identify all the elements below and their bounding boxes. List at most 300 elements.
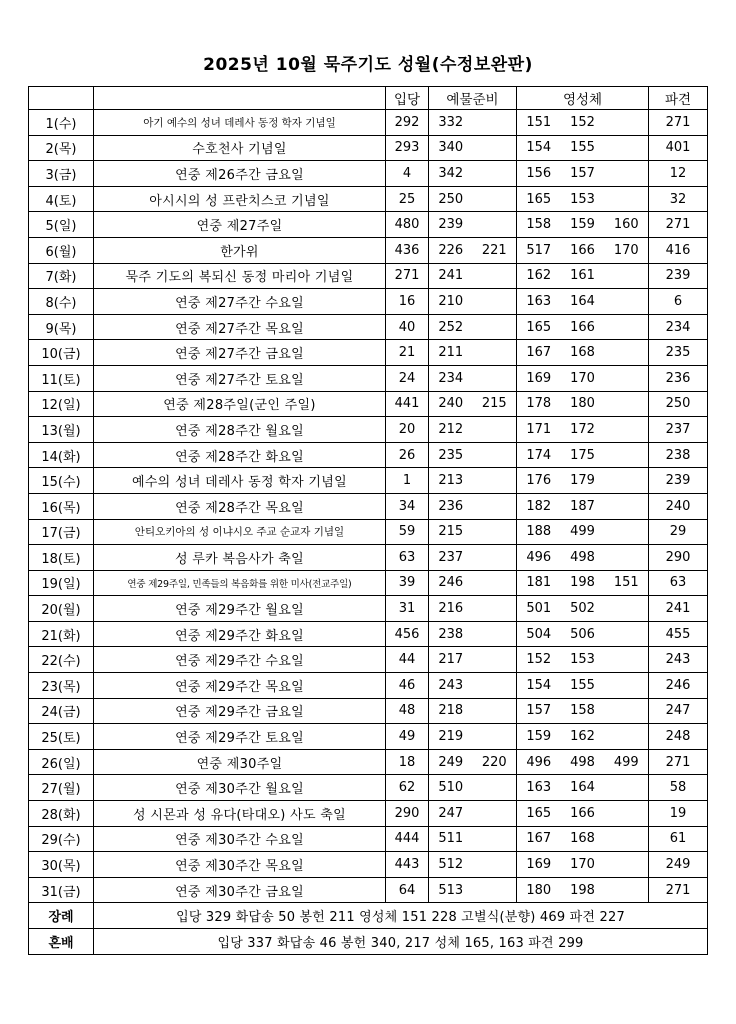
occasion-cell: 연중 제27주간 수요일	[94, 289, 386, 315]
communion-hymn-3-cell	[605, 186, 649, 212]
communion-hymn-2-cell: 162	[561, 724, 605, 750]
entrance-hymn-cell: 16	[386, 289, 429, 315]
entrance-hymn-cell: 48	[386, 698, 429, 724]
special-rite-row	[29, 903, 708, 929]
entrance-hymn-cell: 443	[386, 852, 429, 878]
date-cell: 7(화)	[29, 263, 94, 289]
communion-hymn-3-cell	[605, 621, 649, 647]
date-cell: 26(일)	[29, 749, 94, 775]
communion-hymn-3-cell	[605, 493, 649, 519]
communion-hymn-1-cell: 501	[517, 596, 561, 622]
communion-hymn-2-cell: 166	[561, 801, 605, 827]
offertory-hymn-1-cell: 252	[429, 314, 473, 340]
offertory-hymn-1-cell: 210	[429, 289, 473, 315]
entrance-hymn-cell: 18	[386, 749, 429, 775]
communion-hymn-3-cell	[605, 263, 649, 289]
occasion-cell: 연중 제29주간 화요일	[94, 621, 386, 647]
dismissal-hymn-cell: 237	[649, 417, 708, 443]
communion-hymn-1-cell: 171	[517, 417, 561, 443]
communion-hymn-3-cell	[605, 647, 649, 673]
dismissal-hymn-cell: 239	[649, 468, 708, 494]
dismissal-hymn-cell: 236	[649, 365, 708, 391]
entrance-hymn-cell: 59	[386, 519, 429, 545]
occasion-cell: 연중 제28주일(군인 주일)	[94, 391, 386, 417]
dismissal-hymn-cell: 248	[649, 724, 708, 750]
occasion-cell: 연중 제29주간 월요일	[94, 596, 386, 622]
occasion-cell: 성 루카 복음사가 축일	[94, 545, 386, 571]
dismissal-hymn-cell: 416	[649, 237, 708, 263]
dismissal-hymn-cell: 271	[649, 749, 708, 775]
offertory-hymn-2-cell	[473, 186, 517, 212]
communion-hymn-3-cell	[605, 775, 649, 801]
communion-hymn-2-cell: 179	[561, 468, 605, 494]
date-cell: 29(수)	[29, 826, 94, 852]
dismissal-hymn-cell: 290	[649, 545, 708, 571]
offertory-hymn-2-cell	[473, 852, 517, 878]
offertory-hymn-2-cell	[473, 468, 517, 494]
table-row	[29, 570, 708, 596]
communion-hymn-1-cell: 152	[517, 647, 561, 673]
communion-hymn-3-cell	[605, 852, 649, 878]
date-cell: 8(수)	[29, 289, 94, 315]
offertory-hymn-2-cell	[473, 493, 517, 519]
communion-hymn-3-cell	[605, 468, 649, 494]
dismissal-hymn-cell: 58	[649, 775, 708, 801]
entrance-hymn-cell: 456	[386, 621, 429, 647]
date-cell: 2(목)	[29, 135, 94, 161]
communion-hymn-1-cell: 167	[517, 826, 561, 852]
offertory-hymn-2-cell	[473, 570, 517, 596]
occasion-cell: 연중 제27주간 목요일	[94, 314, 386, 340]
offertory-hymn-2-cell	[473, 596, 517, 622]
entrance-hymn-cell: 62	[386, 775, 429, 801]
communion-hymn-2-cell: 153	[561, 186, 605, 212]
special-rites-rows	[29, 903, 708, 954]
communion-hymn-1-cell: 158	[517, 212, 561, 238]
communion-hymn-2-cell: 168	[561, 340, 605, 366]
communion-hymn-3-cell	[605, 365, 649, 391]
dismissal-hymn-cell: 241	[649, 596, 708, 622]
communion-hymn-3-cell	[605, 698, 649, 724]
offertory-hymn-1-cell: 510	[429, 775, 473, 801]
communion-hymn-1-cell: 517	[517, 237, 561, 263]
communion-hymn-1-cell: 154	[517, 135, 561, 161]
date-cell: 24(금)	[29, 698, 94, 724]
table-row	[29, 673, 708, 699]
communion-hymn-1-cell: 496	[517, 545, 561, 571]
table-row	[29, 852, 708, 878]
date-cell: 14(화)	[29, 442, 94, 468]
offertory-hymn-2-cell	[473, 877, 517, 903]
communion-hymn-1-cell: 165	[517, 186, 561, 212]
offertory-hymn-1-cell: 247	[429, 801, 473, 827]
occasion-cell: 안티오키아의 성 이냐시오 주교 순교자 기념일	[94, 519, 386, 545]
special-rite-hymns: 입당 337 화답송 46 봉헌 340, 217 성체 165, 163 파견 299	[94, 929, 708, 955]
header-offertory: 예물준비	[429, 87, 517, 110]
entrance-hymn-cell: 44	[386, 647, 429, 673]
dismissal-hymn-cell: 235	[649, 340, 708, 366]
communion-hymn-1-cell: 151	[517, 110, 561, 136]
table-row	[29, 519, 708, 545]
table-row	[29, 110, 708, 136]
occasion-cell: 연중 제28주간 월요일	[94, 417, 386, 443]
table-row	[29, 365, 708, 391]
page-title: 2025년 10월 묵주기도 성월(수정보완판)	[203, 55, 533, 75]
special-rite-label: 혼배	[29, 929, 94, 955]
table-row	[29, 698, 708, 724]
communion-hymn-3-cell	[605, 519, 649, 545]
occasion-cell: 예수의 성녀 데레사 동정 학자 기념일	[94, 468, 386, 494]
offertory-hymn-2-cell	[473, 417, 517, 443]
occasion-cell: 연중 제29주간 수요일	[94, 647, 386, 673]
communion-hymn-2-cell: 161	[561, 263, 605, 289]
communion-hymn-3-cell: 170	[605, 237, 649, 263]
entrance-hymn-cell: 34	[386, 493, 429, 519]
communion-hymn-3-cell	[605, 596, 649, 622]
table-row	[29, 545, 708, 571]
occasion-cell: 아시시의 성 프란치스코 기념일	[94, 186, 386, 212]
communion-hymn-2-cell: 506	[561, 621, 605, 647]
occasion-cell: 성 시몬과 성 유다(타대오) 사도 축일	[94, 801, 386, 827]
communion-hymn-3-cell	[605, 417, 649, 443]
communion-hymn-2-cell: 180	[561, 391, 605, 417]
entrance-hymn-cell: 63	[386, 545, 429, 571]
offertory-hymn-2-cell	[473, 289, 517, 315]
communion-hymn-1-cell: 174	[517, 442, 561, 468]
entrance-hymn-cell: 64	[386, 877, 429, 903]
communion-hymn-3-cell	[605, 545, 649, 571]
offertory-hymn-1-cell: 512	[429, 852, 473, 878]
dismissal-hymn-cell: 240	[649, 493, 708, 519]
table-row	[29, 135, 708, 161]
communion-hymn-3-cell	[605, 161, 649, 187]
offertory-hymn-1-cell: 213	[429, 468, 473, 494]
entrance-hymn-cell: 293	[386, 135, 429, 161]
special-rite-hymns: 입당 329 화답송 50 봉헌 211 영성체 151 228 고별식(분향) 469 파견 227	[94, 903, 708, 929]
offertory-hymn-2-cell: 221	[473, 237, 517, 263]
offertory-hymn-1-cell: 246	[429, 570, 473, 596]
offertory-hymn-1-cell: 513	[429, 877, 473, 903]
dismissal-hymn-cell: 401	[649, 135, 708, 161]
offertory-hymn-1-cell: 226	[429, 237, 473, 263]
offertory-hymn-1-cell: 238	[429, 621, 473, 647]
occasion-cell: 연중 제30주간 수요일	[94, 826, 386, 852]
offertory-hymn-2-cell	[473, 801, 517, 827]
date-cell: 13(월)	[29, 417, 94, 443]
offertory-hymn-2-cell	[473, 775, 517, 801]
communion-hymn-2-cell: 164	[561, 289, 605, 315]
communion-hymn-1-cell: 165	[517, 801, 561, 827]
communion-hymn-2-cell: 166	[561, 314, 605, 340]
date-cell: 9(목)	[29, 314, 94, 340]
occasion-cell: 연중 제30주일	[94, 749, 386, 775]
dismissal-hymn-cell: 61	[649, 826, 708, 852]
entrance-hymn-cell: 480	[386, 212, 429, 238]
hymn-schedule-table	[28, 86, 708, 955]
communion-hymn-1-cell: 157	[517, 698, 561, 724]
date-cell: 15(수)	[29, 468, 94, 494]
offertory-hymn-1-cell: 241	[429, 263, 473, 289]
dismissal-hymn-cell: 29	[649, 519, 708, 545]
occasion-cell: 한가위	[94, 237, 386, 263]
table-row	[29, 314, 708, 340]
header-dismissal: 파견	[649, 87, 708, 110]
communion-hymn-1-cell: 496	[517, 749, 561, 775]
dismissal-hymn-cell: 271	[649, 110, 708, 136]
date-cell: 17(금)	[29, 519, 94, 545]
communion-hymn-2-cell: 152	[561, 110, 605, 136]
entrance-hymn-cell: 46	[386, 673, 429, 699]
dismissal-hymn-cell: 246	[649, 673, 708, 699]
date-cell: 5(일)	[29, 212, 94, 238]
communion-hymn-2-cell: 499	[561, 519, 605, 545]
entrance-hymn-cell: 271	[386, 263, 429, 289]
offertory-hymn-1-cell: 235	[429, 442, 473, 468]
table-row	[29, 237, 708, 263]
occasion-cell: 아기 예수의 성녀 데레사 동정 학자 기념일	[94, 110, 386, 136]
communion-hymn-1-cell: 169	[517, 365, 561, 391]
header-row	[29, 87, 708, 110]
communion-hymn-2-cell: 158	[561, 698, 605, 724]
date-cell: 19(일)	[29, 570, 94, 596]
offertory-hymn-2-cell	[473, 621, 517, 647]
communion-hymn-2-cell: 168	[561, 826, 605, 852]
date-cell: 31(금)	[29, 877, 94, 903]
date-cell: 20(월)	[29, 596, 94, 622]
communion-hymn-2-cell: 502	[561, 596, 605, 622]
dismissal-hymn-cell: 32	[649, 186, 708, 212]
communion-hymn-2-cell: 155	[561, 673, 605, 699]
occasion-cell: 연중 제30주간 목요일	[94, 852, 386, 878]
communion-hymn-1-cell: 156	[517, 161, 561, 187]
table-row	[29, 391, 708, 417]
entrance-hymn-cell: 444	[386, 826, 429, 852]
communion-hymn-3-cell	[605, 340, 649, 366]
occasion-cell: 연중 제29주간 토요일	[94, 724, 386, 750]
date-cell: 16(목)	[29, 493, 94, 519]
offertory-hymn-2-cell	[473, 340, 517, 366]
offertory-hymn-2-cell	[473, 826, 517, 852]
table-row	[29, 877, 708, 903]
offertory-hymn-2-cell	[473, 263, 517, 289]
schedule-rows	[29, 110, 708, 903]
offertory-hymn-1-cell: 342	[429, 161, 473, 187]
entrance-hymn-cell: 26	[386, 442, 429, 468]
table-row	[29, 749, 708, 775]
offertory-hymn-1-cell: 340	[429, 135, 473, 161]
date-cell: 1(수)	[29, 110, 94, 136]
table-row	[29, 289, 708, 315]
communion-hymn-3-cell	[605, 391, 649, 417]
offertory-hymn-2-cell: 215	[473, 391, 517, 417]
communion-hymn-3-cell: 499	[605, 749, 649, 775]
communion-hymn-2-cell: 159	[561, 212, 605, 238]
communion-hymn-3-cell	[605, 877, 649, 903]
offertory-hymn-2-cell	[473, 161, 517, 187]
offertory-hymn-1-cell: 236	[429, 493, 473, 519]
offertory-hymn-2-cell	[473, 442, 517, 468]
communion-hymn-1-cell: 180	[517, 877, 561, 903]
dismissal-hymn-cell: 19	[649, 801, 708, 827]
offertory-hymn-2-cell	[473, 647, 517, 673]
table-row	[29, 621, 708, 647]
offertory-hymn-1-cell: 212	[429, 417, 473, 443]
offertory-hymn-1-cell: 239	[429, 212, 473, 238]
offertory-hymn-2-cell	[473, 519, 517, 545]
offertory-hymn-2-cell	[473, 135, 517, 161]
communion-hymn-1-cell: 163	[517, 775, 561, 801]
occasion-cell: 연중 제26주간 금요일	[94, 161, 386, 187]
entrance-hymn-cell: 441	[386, 391, 429, 417]
communion-hymn-2-cell: 153	[561, 647, 605, 673]
table-row	[29, 596, 708, 622]
offertory-hymn-1-cell: 240	[429, 391, 473, 417]
occasion-cell: 수호천사 기념일	[94, 135, 386, 161]
communion-hymn-3-cell: 160	[605, 212, 649, 238]
offertory-hymn-1-cell: 217	[429, 647, 473, 673]
date-cell: 30(목)	[29, 852, 94, 878]
communion-hymn-2-cell: 498	[561, 749, 605, 775]
table-row	[29, 212, 708, 238]
header-date	[29, 87, 94, 110]
date-cell: 27(월)	[29, 775, 94, 801]
entrance-hymn-cell: 4	[386, 161, 429, 187]
communion-hymn-2-cell: 170	[561, 852, 605, 878]
date-cell: 25(토)	[29, 724, 94, 750]
communion-hymn-1-cell: 167	[517, 340, 561, 366]
table-row	[29, 417, 708, 443]
table-row	[29, 186, 708, 212]
communion-hymn-2-cell: 170	[561, 365, 605, 391]
offertory-hymn-1-cell: 216	[429, 596, 473, 622]
offertory-hymn-1-cell: 243	[429, 673, 473, 699]
entrance-hymn-cell: 24	[386, 365, 429, 391]
entrance-hymn-cell: 1	[386, 468, 429, 494]
dismissal-hymn-cell: 250	[649, 391, 708, 417]
communion-hymn-1-cell: 188	[517, 519, 561, 545]
date-cell: 21(화)	[29, 621, 94, 647]
offertory-hymn-1-cell: 249	[429, 749, 473, 775]
dismissal-hymn-cell: 247	[649, 698, 708, 724]
communion-hymn-3-cell	[605, 314, 649, 340]
occasion-cell: 연중 제27주간 금요일	[94, 340, 386, 366]
occasion-cell: 묵주 기도의 복되신 동정 마리아 기념일	[94, 263, 386, 289]
table-row	[29, 263, 708, 289]
communion-hymn-2-cell: 198	[561, 877, 605, 903]
occasion-cell: 연중 제29주간 금요일	[94, 698, 386, 724]
dismissal-hymn-cell: 12	[649, 161, 708, 187]
header-occasion	[94, 87, 386, 110]
communion-hymn-2-cell: 164	[561, 775, 605, 801]
communion-hymn-1-cell: 178	[517, 391, 561, 417]
offertory-hymn-2-cell	[473, 212, 517, 238]
entrance-hymn-cell: 25	[386, 186, 429, 212]
communion-hymn-3-cell	[605, 135, 649, 161]
communion-hymn-2-cell: 198	[561, 570, 605, 596]
occasion-cell: 연중 제29주간 목요일	[94, 673, 386, 699]
date-cell: 12(일)	[29, 391, 94, 417]
communion-hymn-3-cell	[605, 442, 649, 468]
offertory-hymn-1-cell: 332	[429, 110, 473, 136]
communion-hymn-1-cell: 169	[517, 852, 561, 878]
communion-hymn-1-cell: 159	[517, 724, 561, 750]
offertory-hymn-2-cell	[473, 724, 517, 750]
communion-hymn-1-cell: 162	[517, 263, 561, 289]
entrance-hymn-cell: 20	[386, 417, 429, 443]
dismissal-hymn-cell: 455	[649, 621, 708, 647]
table-row	[29, 442, 708, 468]
date-cell: 22(수)	[29, 647, 94, 673]
communion-hymn-2-cell: 157	[561, 161, 605, 187]
dismissal-hymn-cell: 249	[649, 852, 708, 878]
offertory-hymn-1-cell: 511	[429, 826, 473, 852]
offertory-hymn-1-cell: 250	[429, 186, 473, 212]
entrance-hymn-cell: 436	[386, 237, 429, 263]
occasion-cell: 연중 제27주일	[94, 212, 386, 238]
entrance-hymn-cell: 292	[386, 110, 429, 136]
entrance-hymn-cell: 49	[386, 724, 429, 750]
occasion-cell: 연중 제30주간 금요일	[94, 877, 386, 903]
communion-hymn-3-cell: 151	[605, 570, 649, 596]
offertory-hymn-2-cell	[473, 314, 517, 340]
communion-hymn-1-cell: 504	[517, 621, 561, 647]
table-row	[29, 801, 708, 827]
table-row	[29, 775, 708, 801]
communion-hymn-2-cell: 166	[561, 237, 605, 263]
date-cell: 4(토)	[29, 186, 94, 212]
dismissal-hymn-cell: 238	[649, 442, 708, 468]
communion-hymn-3-cell	[605, 801, 649, 827]
communion-hymn-3-cell	[605, 673, 649, 699]
entrance-hymn-cell: 39	[386, 570, 429, 596]
table-row	[29, 493, 708, 519]
date-cell: 3(금)	[29, 161, 94, 187]
communion-hymn-1-cell: 154	[517, 673, 561, 699]
occasion-cell: 연중 제29주일, 민족들의 복음화를 위한 미사(전교주일)	[94, 570, 386, 596]
entrance-hymn-cell: 21	[386, 340, 429, 366]
offertory-hymn-2-cell	[473, 110, 517, 136]
table-row	[29, 724, 708, 750]
header-communion: 영성체	[517, 87, 649, 110]
dismissal-hymn-cell: 243	[649, 647, 708, 673]
offertory-hymn-1-cell: 211	[429, 340, 473, 366]
communion-hymn-2-cell: 172	[561, 417, 605, 443]
date-cell: 10(금)	[29, 340, 94, 366]
dismissal-hymn-cell: 271	[649, 877, 708, 903]
entrance-hymn-cell: 40	[386, 314, 429, 340]
communion-hymn-1-cell: 182	[517, 493, 561, 519]
dismissal-hymn-cell: 63	[649, 570, 708, 596]
communion-hymn-2-cell: 155	[561, 135, 605, 161]
offertory-hymn-1-cell: 237	[429, 545, 473, 571]
date-cell: 18(토)	[29, 545, 94, 571]
communion-hymn-1-cell: 165	[517, 314, 561, 340]
communion-hymn-2-cell: 187	[561, 493, 605, 519]
entrance-hymn-cell: 290	[386, 801, 429, 827]
dismissal-hymn-cell: 271	[649, 212, 708, 238]
communion-hymn-3-cell	[605, 724, 649, 750]
table-row	[29, 340, 708, 366]
communion-hymn-1-cell: 176	[517, 468, 561, 494]
table-row	[29, 161, 708, 187]
occasion-cell: 연중 제27주간 토요일	[94, 365, 386, 391]
dismissal-hymn-cell: 6	[649, 289, 708, 315]
offertory-hymn-2-cell: 220	[473, 749, 517, 775]
dismissal-hymn-cell: 239	[649, 263, 708, 289]
offertory-hymn-1-cell: 234	[429, 365, 473, 391]
dismissal-hymn-cell: 234	[649, 314, 708, 340]
offertory-hymn-1-cell: 218	[429, 698, 473, 724]
